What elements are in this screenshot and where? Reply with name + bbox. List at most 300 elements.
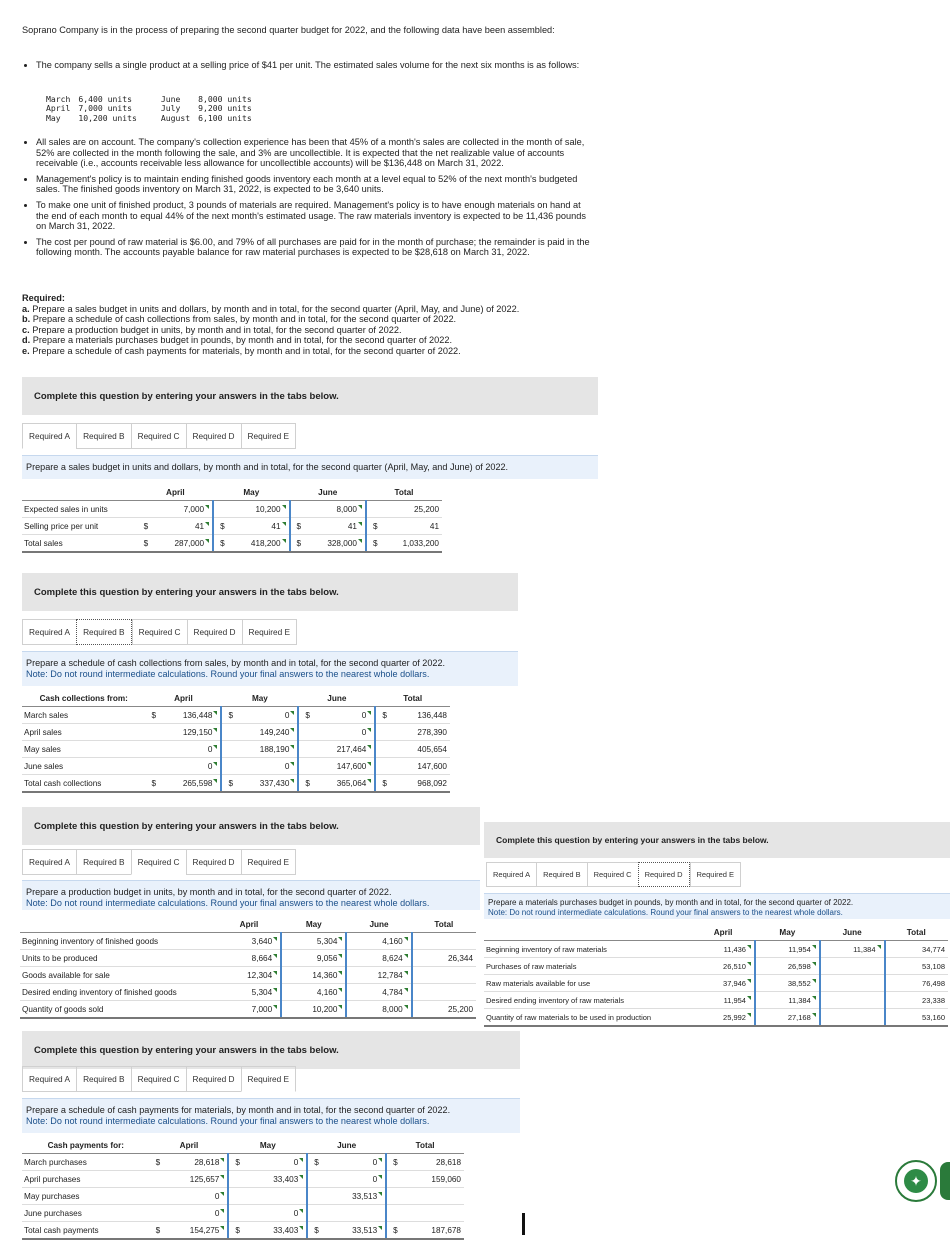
answer-cell[interactable] xyxy=(691,975,755,992)
answer-marker-icon xyxy=(747,996,751,1000)
currency-symbol xyxy=(375,758,398,775)
answer-cell xyxy=(410,1171,464,1188)
answer-value: 23,338 xyxy=(922,995,945,1005)
answer-cell[interactable] xyxy=(217,1001,281,1019)
answer-marker-icon xyxy=(290,762,294,766)
currency-symbol: $ xyxy=(213,518,235,535)
required-b: b. Prepare a schedule of cash collections from sales, by month and in total, for the second quarter of 2022. xyxy=(22,314,457,324)
answer-cell[interactable] xyxy=(235,518,289,535)
answer-value: 11,954 xyxy=(788,944,811,954)
currency-symbol xyxy=(221,724,244,741)
answer-marker-icon xyxy=(299,1226,303,1230)
tab-required-d[interactable]: Required D xyxy=(186,1066,241,1092)
answer-cell[interactable] xyxy=(691,1009,755,1027)
answer-cell[interactable] xyxy=(820,1009,885,1027)
answer-value: 7,000 xyxy=(251,1004,273,1014)
production-budget-table xyxy=(20,917,476,1019)
currency-symbol xyxy=(307,1188,331,1205)
currency-symbol: $ xyxy=(228,1154,252,1171)
assistant-button[interactable] xyxy=(895,1160,937,1202)
tab-required-e[interactable]: Required E xyxy=(690,862,742,887)
answer-value: 3,640 xyxy=(251,936,273,946)
row-label-header xyxy=(20,917,217,933)
table-row xyxy=(22,518,442,535)
answer-cell xyxy=(398,724,450,741)
answer-value: 278,390 xyxy=(417,727,447,737)
answer-cell[interactable] xyxy=(331,1171,386,1188)
answer-marker-icon xyxy=(404,954,408,958)
answer-marker-icon xyxy=(338,971,342,975)
answer-cell[interactable] xyxy=(331,1188,386,1205)
answer-cell[interactable] xyxy=(346,1001,411,1019)
answer-value: 10,200 xyxy=(312,1004,338,1014)
answer-value: 5,304 xyxy=(251,987,273,997)
answer-cell xyxy=(388,535,442,553)
tab-required-d[interactable]: Required D xyxy=(187,619,242,645)
row-label: Units to be produced xyxy=(20,950,217,967)
answer-cell[interactable] xyxy=(167,707,221,724)
answer-cell[interactable] xyxy=(252,1171,307,1188)
row-label: Desired ending inventory of raw materials xyxy=(484,992,691,1009)
answer-value: 418,200 xyxy=(250,538,281,548)
answer-value: 0 xyxy=(361,710,367,720)
answer-marker-icon xyxy=(812,962,816,966)
answer-cell xyxy=(398,741,450,758)
currency-symbol: $ xyxy=(150,1222,173,1240)
answer-marker-icon xyxy=(299,1175,303,1179)
answer-cell[interactable] xyxy=(173,1205,229,1222)
section-d-prompt xyxy=(484,893,950,919)
required-list xyxy=(22,293,519,356)
answer-cell xyxy=(885,975,948,992)
answer-value: 328,000 xyxy=(327,538,357,548)
table-row xyxy=(20,967,476,984)
currency-symbol: $ xyxy=(298,775,321,793)
currency-symbol xyxy=(307,1205,331,1222)
row-label: May purchases xyxy=(22,1188,150,1205)
row-label: Total sales xyxy=(22,535,138,553)
currency-symbol xyxy=(213,501,235,518)
answer-cell[interactable] xyxy=(755,941,820,958)
sales-month-cell: 8,000 units xyxy=(198,94,252,104)
answer-value: 4,784 xyxy=(382,987,403,997)
section-a-tabs xyxy=(22,423,296,449)
tab-required-d[interactable]: Required D xyxy=(186,423,241,449)
section-c-prompt xyxy=(22,880,480,910)
answer-cell[interactable] xyxy=(331,1205,386,1222)
answer-cell xyxy=(398,775,450,793)
fact-material-cost: • The cost per pound of raw material is $6.00, and 79% of all purchases are paid for in the month of purchase; the remainder is paid in the following month. The accounts payable balance for raw material purchases is expected to be $28,618 on March 31, 2022. xyxy=(36,237,592,258)
answer-value: 337,430 xyxy=(259,778,290,788)
row-label: Selling price per unit xyxy=(22,518,138,535)
row-label-header xyxy=(22,485,138,501)
sales-month-cell: August xyxy=(160,112,191,123)
answer-cell xyxy=(398,707,450,724)
tab-required-e[interactable]: Required E xyxy=(241,423,297,449)
answer-marker-icon xyxy=(290,728,294,732)
answer-cell[interactable] xyxy=(321,775,375,793)
answer-cell[interactable] xyxy=(820,975,885,992)
answer-value: 33,513 xyxy=(352,1225,378,1235)
currency-symbol xyxy=(150,1171,173,1188)
answer-value: 11,436 xyxy=(723,944,746,954)
section-a-banner: Complete this question by entering your answers in the tabs below. xyxy=(22,377,598,415)
answer-cell[interactable] xyxy=(346,933,411,950)
answer-cell[interactable] xyxy=(755,958,820,975)
answer-cell xyxy=(410,1205,464,1222)
answer-cell[interactable] xyxy=(173,1188,229,1205)
answer-value: 136,448 xyxy=(182,710,213,720)
answer-cell[interactable] xyxy=(755,1009,820,1027)
currency-symbol: $ xyxy=(307,1154,331,1171)
required-e: e. Prepare a schedule of cash payments for materials, by month and in total, for the second quarter of 2022. xyxy=(22,345,461,356)
answer-marker-icon xyxy=(205,539,209,543)
tab-required-b[interactable]: Required B xyxy=(536,862,587,887)
answer-value: 25,992 xyxy=(723,1012,746,1022)
answer-value: 7,000 xyxy=(183,504,205,514)
answer-marker-icon xyxy=(290,711,294,715)
answer-cell[interactable] xyxy=(820,992,885,1009)
tab-required-b[interactable]: Required B xyxy=(76,849,131,875)
answer-cell[interactable] xyxy=(755,992,820,1009)
currency-symbol xyxy=(138,501,159,518)
row-label-header: Cash payments for: xyxy=(22,1138,150,1154)
answer-value: 154,275 xyxy=(189,1225,220,1235)
answer-value: 187,678 xyxy=(431,1225,461,1235)
answer-value: 28,618 xyxy=(194,1157,220,1167)
currency-symbol: $ xyxy=(145,775,167,793)
answer-value: 217,464 xyxy=(336,744,367,754)
answer-cell[interactable] xyxy=(217,984,281,1001)
row-label: June sales xyxy=(22,758,145,775)
answer-value: 41 xyxy=(429,521,439,531)
tab-required-a[interactable]: Required A xyxy=(22,619,76,645)
answer-value: 0 xyxy=(372,1157,378,1167)
sales-budget-table xyxy=(22,485,442,553)
answer-cell[interactable] xyxy=(252,1222,307,1240)
currency-symbol xyxy=(221,741,244,758)
answer-value: 53,108 xyxy=(922,961,945,971)
answer-marker-icon xyxy=(338,937,342,941)
column-header-may: May xyxy=(755,925,820,941)
fact-finished-goods: • Management's policy is to maintain ending finished goods inventory each month at a level equal to 52% of the next month's budgeted sales. The finished goods inventory on March 31, 2022, is expected to be 3,640 units. xyxy=(36,174,592,195)
sales-month-cell: July xyxy=(160,103,181,114)
answer-cell[interactable] xyxy=(244,775,298,793)
answer-value: 26,598 xyxy=(787,961,811,971)
currency-symbol xyxy=(290,501,312,518)
answer-cell[interactable] xyxy=(691,958,755,975)
answer-cell[interactable] xyxy=(312,501,366,518)
answer-cell[interactable] xyxy=(252,1188,307,1205)
currency-symbol: $ xyxy=(138,535,159,553)
answer-cell[interactable] xyxy=(691,992,755,1009)
sales-month-cell: April xyxy=(46,103,71,114)
column-header-april: April xyxy=(138,485,213,501)
currency-symbol xyxy=(145,741,167,758)
answer-cell[interactable] xyxy=(173,1171,229,1188)
tab-required-c[interactable]: Required C xyxy=(131,423,186,449)
answer-cell[interactable] xyxy=(346,984,411,1001)
currency-symbol xyxy=(386,1171,410,1188)
column-header-total: Total xyxy=(366,485,442,501)
required-d: d. Prepare a materials purchases budget in pounds, by month and in total, for the second quarter of 2022. xyxy=(22,335,453,345)
column-header-april: April xyxy=(217,917,281,933)
answer-marker-icon xyxy=(404,937,408,941)
table-header-row xyxy=(484,925,948,941)
answer-cell[interactable] xyxy=(167,724,221,741)
row-label: Quantity of goods sold xyxy=(20,1001,217,1019)
answer-cell[interactable] xyxy=(244,758,298,775)
column-header-june: June xyxy=(290,485,366,501)
row-label: Beginning inventory of raw materials xyxy=(484,941,691,958)
text-cursor xyxy=(522,1213,525,1235)
column-header-total: Total xyxy=(375,691,450,707)
tab-required-c[interactable]: Required C xyxy=(131,1066,186,1092)
currency-symbol xyxy=(145,758,167,775)
answer-marker-icon xyxy=(358,539,362,543)
column-header-may: May xyxy=(213,485,289,501)
answer-cell[interactable] xyxy=(321,758,375,775)
currency-symbol xyxy=(307,1171,331,1188)
column-header-april: April xyxy=(145,691,221,707)
currency-symbol xyxy=(221,758,244,775)
row-label: Raw materials available for use xyxy=(484,975,691,992)
tab-required-c[interactable]: Required C xyxy=(131,849,186,875)
sales-volume-table xyxy=(46,95,260,123)
tab-required-b[interactable]: Required B xyxy=(76,619,132,645)
row-label: Quantity of raw materials to be used in production xyxy=(484,1009,691,1027)
answer-cell xyxy=(388,501,442,518)
answer-marker-icon xyxy=(404,971,408,975)
answer-cell[interactable] xyxy=(346,950,411,967)
column-header-june: June xyxy=(298,691,375,707)
answer-cell[interactable] xyxy=(217,950,281,967)
table-row xyxy=(22,1171,464,1188)
row-label: Desired ending inventory of finished goods xyxy=(20,984,217,1001)
answer-cell[interactable] xyxy=(235,501,289,518)
answer-cell[interactable] xyxy=(755,975,820,992)
answer-marker-icon xyxy=(747,962,751,966)
answer-cell[interactable] xyxy=(173,1222,229,1240)
answer-cell[interactable] xyxy=(244,707,298,724)
answer-cell[interactable] xyxy=(217,967,281,984)
tab-required-e[interactable]: Required E xyxy=(242,619,298,645)
tab-required-a[interactable]: Required A xyxy=(22,849,76,875)
tab-required-b[interactable]: Required B xyxy=(76,1066,131,1092)
column-header-may: May xyxy=(228,1138,307,1154)
answer-cell[interactable] xyxy=(281,1001,346,1019)
answer-value: 0 xyxy=(214,1208,220,1218)
column-header-june: June xyxy=(346,917,411,933)
table-row xyxy=(20,1001,476,1019)
section-e-note: Note: Do not round intermediate calculations. Round your final answers to the nearest whole dollars. xyxy=(26,1115,430,1126)
column-header-june: June xyxy=(820,925,885,941)
answer-cell[interactable] xyxy=(252,1154,307,1171)
answer-cell xyxy=(885,958,948,975)
table-row xyxy=(20,933,476,950)
answer-marker-icon xyxy=(812,1013,816,1017)
tab-required-a[interactable]: Required A xyxy=(22,1066,76,1092)
answer-marker-icon xyxy=(213,728,217,732)
tab-required-c[interactable]: Required C xyxy=(587,862,638,887)
answer-cell[interactable] xyxy=(331,1154,386,1171)
row-label: March sales xyxy=(22,707,145,724)
currency-symbol xyxy=(386,1188,410,1205)
answer-value: 0 xyxy=(284,710,290,720)
sales-month-cell: June xyxy=(160,94,181,104)
answer-cell[interactable] xyxy=(217,933,281,950)
answer-marker-icon xyxy=(338,1005,342,1009)
sales-month-cell: 6,400 units xyxy=(78,94,132,104)
column-header-april: April xyxy=(150,1138,229,1154)
currency-symbol xyxy=(228,1205,252,1222)
answer-marker-icon xyxy=(220,1209,224,1213)
answer-cell xyxy=(398,758,450,775)
section-d-note: Note: Do not round intermediate calculations. Round your final answers to the nearest whole dollars. xyxy=(488,907,843,917)
answer-cell[interactable] xyxy=(167,775,221,793)
tab-required-b[interactable]: Required B xyxy=(76,423,131,449)
answer-cell xyxy=(412,984,476,1001)
row-label: Total cash collections xyxy=(22,775,145,793)
answer-cell[interactable] xyxy=(321,724,375,741)
answer-value: 10,200 xyxy=(255,504,281,514)
answer-cell[interactable] xyxy=(235,535,289,553)
answer-cell xyxy=(412,950,476,967)
tab-required-a[interactable]: Required A xyxy=(486,862,536,887)
answer-cell[interactable] xyxy=(281,933,346,950)
table-row xyxy=(484,975,948,992)
answer-cell[interactable] xyxy=(820,941,885,958)
answer-cell[interactable] xyxy=(281,984,346,1001)
column-header-may: May xyxy=(281,917,346,933)
section-a-prompt-text: Prepare a sales budget in units and dollars, by month and in total, for the second quarter (April, May, and June) of 2022. xyxy=(26,462,509,472)
currency-symbol: $ xyxy=(150,1154,173,1171)
currency-symbol: $ xyxy=(375,707,398,724)
answer-cell[interactable] xyxy=(321,741,375,758)
sales-month-cell: 6,100 units xyxy=(198,112,252,123)
answer-cell[interactable] xyxy=(281,967,346,984)
currency-symbol xyxy=(150,1205,173,1222)
answer-cell[interactable] xyxy=(167,758,221,775)
answer-value: 8,000 xyxy=(382,1004,403,1014)
answer-marker-icon xyxy=(367,728,371,732)
answer-marker-icon xyxy=(282,505,286,509)
answer-cell[interactable] xyxy=(820,958,885,975)
table-row xyxy=(22,1188,464,1205)
row-label: Beginning inventory of finished goods xyxy=(20,933,217,950)
side-panel-handle[interactable] xyxy=(940,1162,950,1200)
table-row xyxy=(20,950,476,967)
answer-cell[interactable] xyxy=(312,535,366,553)
answer-value: 129,150 xyxy=(182,727,213,737)
answer-cell[interactable] xyxy=(252,1205,307,1222)
currency-symbol: $ xyxy=(145,707,167,724)
currency-symbol: $ xyxy=(213,535,235,553)
tab-required-a[interactable]: Required A xyxy=(22,423,76,449)
answer-value: 11,384 xyxy=(788,995,811,1005)
answer-cell[interactable] xyxy=(321,707,375,724)
row-label: Total cash payments xyxy=(22,1222,150,1240)
answer-marker-icon xyxy=(338,988,342,992)
currency-symbol: $ xyxy=(228,1222,252,1240)
currency-symbol: $ xyxy=(375,775,398,793)
answer-marker-icon xyxy=(747,1013,751,1017)
answer-cell[interactable] xyxy=(173,1154,229,1171)
answer-marker-icon xyxy=(378,1192,382,1196)
section-e-prompt-text: Prepare a schedule of cash payments for materials, by month and in total, for the second quarter of 2022. xyxy=(26,1105,451,1115)
currency-symbol xyxy=(150,1188,173,1205)
answer-cell xyxy=(885,1009,948,1027)
answer-cell xyxy=(412,933,476,950)
answer-marker-icon xyxy=(205,505,209,509)
sales-month-row xyxy=(46,114,260,123)
answer-marker-icon xyxy=(220,1158,224,1162)
answer-cell xyxy=(885,992,948,1009)
answer-cell[interactable] xyxy=(691,941,755,958)
answer-cell[interactable] xyxy=(244,741,298,758)
answer-value: 0 xyxy=(293,1157,299,1167)
answer-marker-icon xyxy=(299,1158,303,1162)
tab-required-c[interactable]: Required C xyxy=(132,619,187,645)
answer-value: 5,304 xyxy=(316,936,338,946)
answer-marker-icon xyxy=(220,1192,224,1196)
fact-list-2 xyxy=(22,137,592,263)
answer-value: 9,056 xyxy=(316,953,338,963)
sales-month-cell: March xyxy=(46,94,71,104)
currency-symbol: $ xyxy=(290,518,312,535)
tab-required-e[interactable]: Required E xyxy=(241,849,297,875)
answer-value: 11,954 xyxy=(723,995,746,1005)
answer-value: 149,240 xyxy=(259,727,290,737)
section-d-tabs xyxy=(486,862,741,887)
answer-cell[interactable] xyxy=(159,518,213,535)
answer-cell[interactable] xyxy=(312,518,366,535)
answer-cell[interactable] xyxy=(346,967,411,984)
column-header-total: Total xyxy=(412,917,476,933)
row-label: May sales xyxy=(22,741,145,758)
answer-cell[interactable] xyxy=(244,724,298,741)
answer-cell xyxy=(885,941,948,958)
row-label: March purchases xyxy=(22,1154,150,1171)
currency-symbol xyxy=(386,1205,410,1222)
answer-marker-icon xyxy=(367,745,371,749)
answer-cell[interactable] xyxy=(167,741,221,758)
answer-marker-icon xyxy=(290,779,294,783)
answer-marker-icon xyxy=(273,971,277,975)
answer-cell xyxy=(388,518,442,535)
answer-cell[interactable] xyxy=(331,1222,386,1240)
answer-cell[interactable] xyxy=(159,535,213,553)
table-row xyxy=(20,984,476,1001)
tab-required-d[interactable]: Required D xyxy=(186,849,241,875)
answer-value: 8,664 xyxy=(251,953,273,963)
currency-symbol: $ xyxy=(366,535,388,553)
answer-cell[interactable] xyxy=(281,950,346,967)
answer-marker-icon xyxy=(273,988,277,992)
table-row xyxy=(22,775,450,793)
answer-value: 0 xyxy=(293,1208,299,1218)
answer-cell[interactable] xyxy=(159,501,213,518)
currency-symbol: $ xyxy=(386,1222,410,1240)
section-c-note: Note: Do not round intermediate calculations. Round your final answers to the nearest whole dollars. xyxy=(26,897,430,908)
tab-required-e[interactable]: Required E xyxy=(241,1066,297,1092)
table-header-row xyxy=(22,485,442,501)
answer-value: 968,092 xyxy=(417,778,447,788)
row-label: Expected sales in units xyxy=(22,501,138,518)
fact-list-1 xyxy=(22,60,592,76)
answer-marker-icon xyxy=(747,945,751,949)
tab-required-d[interactable]: Required D xyxy=(638,862,690,887)
